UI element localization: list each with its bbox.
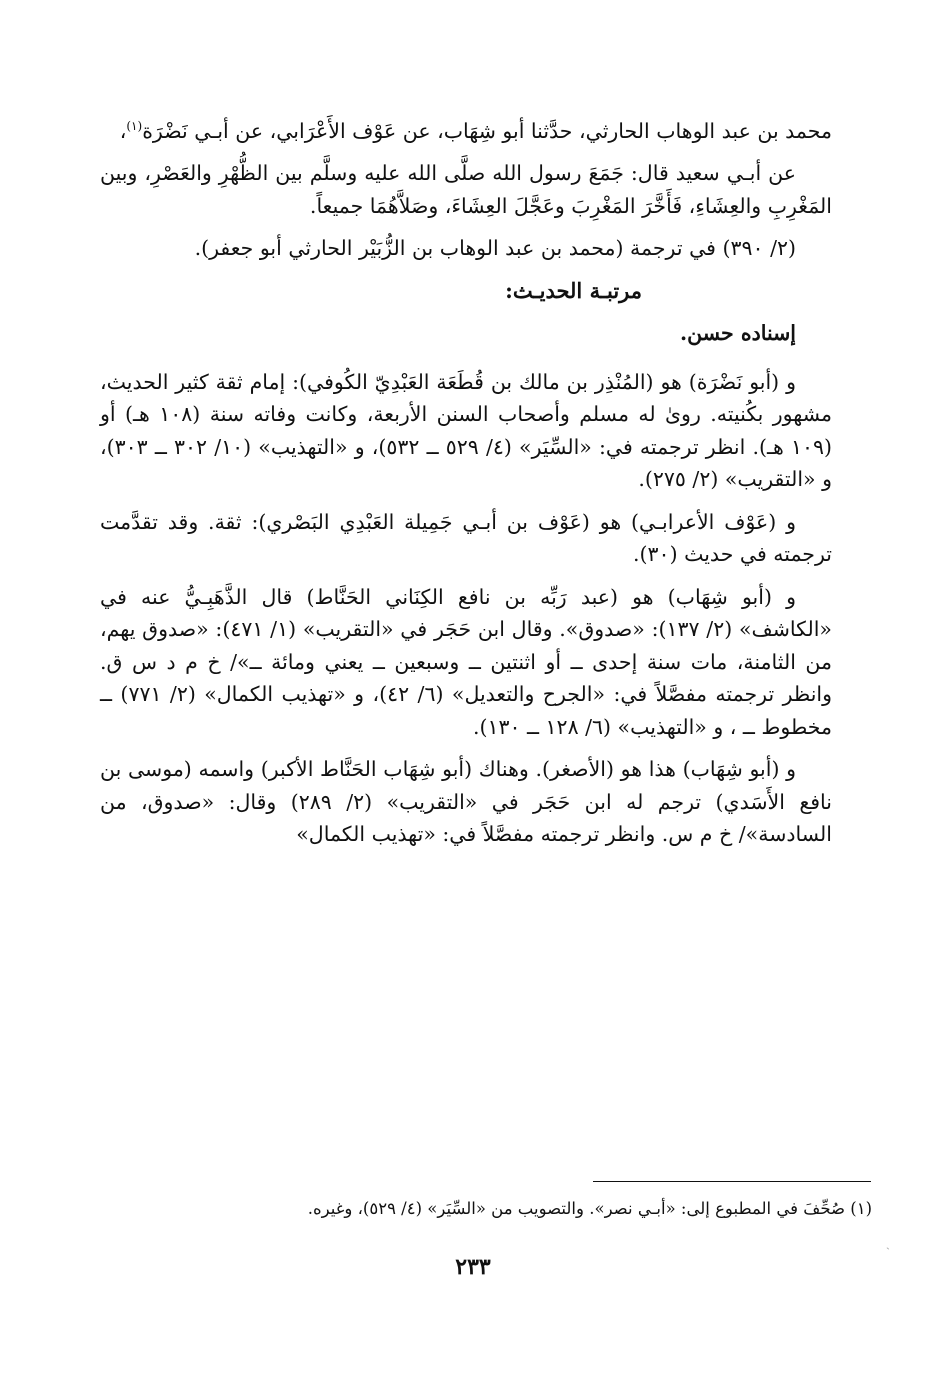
hadith-chain-end: ، — [119, 118, 127, 143]
narrator-abu-nadra: و (أبو نَضْرَة) هو (المُنْذِر بن مالك بن قُطَعَة العَبْدِيّ الكُوفي): إمام ثقة كثير الحديث، مشهور بكُنيته. روىٰ له مسلم وأصحاب السنن الأربعة، وكانت وفاته سنة (١٠٨ هـ) أو (١٠٩ هـ). انظر ترجمته في: «السِّيَر» (٤/ ٥٢٩ ــ ٥٣٢)، و «التهذيب» (١٠/ ٣٠٢ ــ ٣٠٣)، و «التقريب» (٢/ ٢٧٥). — [100, 369, 833, 492]
hadith-text: عن أبـي سعيد قال: جَمَعَ رسول الله صلَّى الله عليه وسلَّم بين الظُّهْرِ والعَصْرِ، وبين المَغْرِبِ والعِشَاءِ، فَأَخَّرَ المَغْرِبَ وعَجَّلَ العِشَاءَ، وصَلاَّهُمَا جميعاً. — [100, 161, 832, 218]
footnote: (١) صُحِّفَ في المطبوع إلى: «أبـي نصر». والتصويب من «السِّيَر» (٤/ ٥٢٩)، وغيره. — [307, 1199, 872, 1218]
narrator-abu-shihab: و (أبو شِهَاب) هو (عبد رَبِّه بن نافع الكِنَاني الحَنَّاط) قال الذَّهَبِـيُّ عنه في «الكاشف» (٢/ ١٣٧): «صدوق». وقال ابن حَجَر في «التقريب» (١/ ٤٧١): «صدوق يهم، من الثامنة، مات سنة إحدى ــ أو اثنتين ــ وسبعين ــ يعني ومائة ــ»/ خ م د س ق. وانظر ترجمته مفصَّلاً في: «الجرح والتعديل» (٦/ ٤٢)، و «تهذيب الكمال» (٢/ ٧٧١) ــ مخطوط ــ ، و «التهذيب» (٦/ ١٢٨ ــ ١٣٠). — [100, 584, 832, 739]
main-text — [100, 110, 832, 861]
footnote-reference: (١) — [126, 119, 143, 133]
footnote-divider — [593, 1181, 871, 1182]
page-number: ٢٣٣ — [455, 1254, 491, 1280]
narrator-awf: و (عَوْف الأعرابـي) هو (عَوْف بن أبـي جَمِيلة العَبْدِي البَصْري): ثقة. وقد تقدَّمت ترجمته في حديث (٣٠). — [100, 509, 832, 567]
hadith-source: (٢/ ٣٩٠) في ترجمة (محمد بن عبد الوهاب بن الزُّبَيْر الحارثي أبو جعفر). — [194, 236, 796, 261]
isnad-grade: إسناده حسن. — [679, 321, 796, 346]
hadith-chain-text: محمد بن عبد الوهاب الحارثي، حدَّثنا أبو شِهَاب، عن عَوْف الأَعْرَابي، عن أبـي نَضْرَة — [142, 118, 832, 143]
narrator-abu-shihab-note: و (أبو شِهَاب) هذا هو (الأصغر). وهناك (أبو شِهَاب الحَنَّاط الأكبر) واسمه (موسى بن نافع الأَسَدي) ترجم له ابن حَجَر في «التقريب» (٢/ ٢٨٩) وقال: «صدوق، من السادسة»/ خ م س. وانظر ترجمته مفصَّلاً في: «تهذيب الكمال» — [100, 757, 832, 847]
margin-mark: ˏ — [886, 1236, 890, 1250]
hadith-chain-paragraph — [100, 110, 832, 147]
section-heading: مرتبـة الحديـث: — [505, 277, 642, 303]
